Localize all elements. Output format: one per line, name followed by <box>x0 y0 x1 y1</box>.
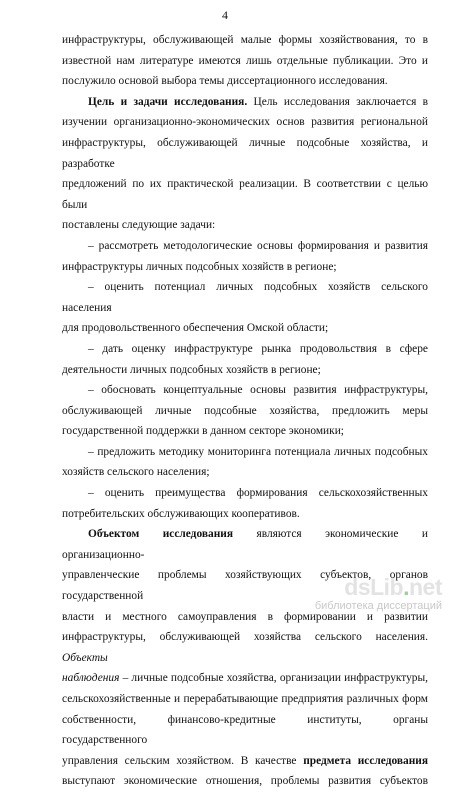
text-line: для продовольственного обеспечения Омской области; <box>62 322 329 335</box>
text-line: инфраструктуры личных подсобных хозяйств в регионе; <box>62 260 337 273</box>
list-item: – оценить потенциал личных подсобных хозяйств сельского населения <box>62 281 428 314</box>
object-heading: Объектом исследования <box>88 528 233 541</box>
text-line: собственности, финансово-кредитные институты, органы государственного <box>62 713 428 747</box>
text-line: инфраструктуры, обслуживающей личные подсобные хозяйства, и разработке <box>62 136 428 170</box>
list-item: – оценить преимущества формирования сельскохозяйственных <box>88 487 428 500</box>
text-line: деятельности личных подсобных хозяйств в регионе; <box>62 363 321 376</box>
list-item: – дать оценку инфраструктуре рынка продовольствия в сфере <box>88 342 428 355</box>
subject-heading: предмета исследования <box>303 754 429 767</box>
text-line: власти и местного самоуправления в формировании и развитии <box>62 610 428 623</box>
watermark <box>242 574 442 616</box>
text-line: наблюдения – личные подсобные хозяйства, организации инфраструктуры, <box>62 672 428 685</box>
text-line: поставлены следующие задачи: <box>62 219 216 232</box>
text-line: изучении организационно-экономических основ развития региональной <box>62 116 428 129</box>
text-line: государственной поддержки в данном секторе экономики; <box>62 425 344 438</box>
goal-heading: Цель и задачи исследования. <box>88 95 248 108</box>
observation-label: наблюдения <box>62 672 120 685</box>
text-line: выступают экономические отношения, проблемы развития субъектов <box>62 775 428 788</box>
text-line: послужило основой выбора темы диссертационного исследования. <box>62 75 388 88</box>
list-item: – предложить методику мониторинга потенциала личных подсобных <box>88 445 428 458</box>
text-line: предложений по их практической реализации. В соответствии с целью были <box>62 178 428 211</box>
text-line: управленческие проблемы хозяйствующих субъектов, органов государственной <box>62 569 428 603</box>
text-line: хозяйств сельского населения; <box>62 466 210 479</box>
text-line: управления сельским хозяйством. В качестве предмета исследования <box>62 754 429 767</box>
text-line: сельскохозяйственные и перерабатывающие предприятия различных форм <box>62 693 428 705</box>
objects-label: Объекты <box>62 651 108 664</box>
text-line: инфраструктуры, обслуживающей малые формы хозяйствования, то в <box>62 34 428 46</box>
list-item: – рассмотреть методологические основы формирования и развития <box>88 239 428 252</box>
list-item: – обосновать концептуальные основы развития инфраструктуры, <box>88 384 428 397</box>
watermark-tagline: библиотека диссертаций <box>314 600 442 612</box>
text-line: инфраструктуры, обслуживающей хозяйства сельского населения. Объекты <box>62 631 428 664</box>
document-body <box>62 30 428 792</box>
text-line: Объектом исследования являются экономические и организационно- <box>62 528 428 561</box>
watermark-logo: dsLib.net <box>344 574 442 600</box>
text-line: потребительских обслуживающих кооперативов. <box>62 507 300 520</box>
text-line: известной нам литературе имеются лишь отдельные публикации. Это и <box>62 54 428 67</box>
text-line: обслуживающей личные подсобные хозяйства, предложить меры <box>62 404 428 417</box>
page-number: 4 <box>222 8 228 22</box>
text-line: Цель и задачи исследования. Цель исследования заключается в <box>88 95 428 108</box>
